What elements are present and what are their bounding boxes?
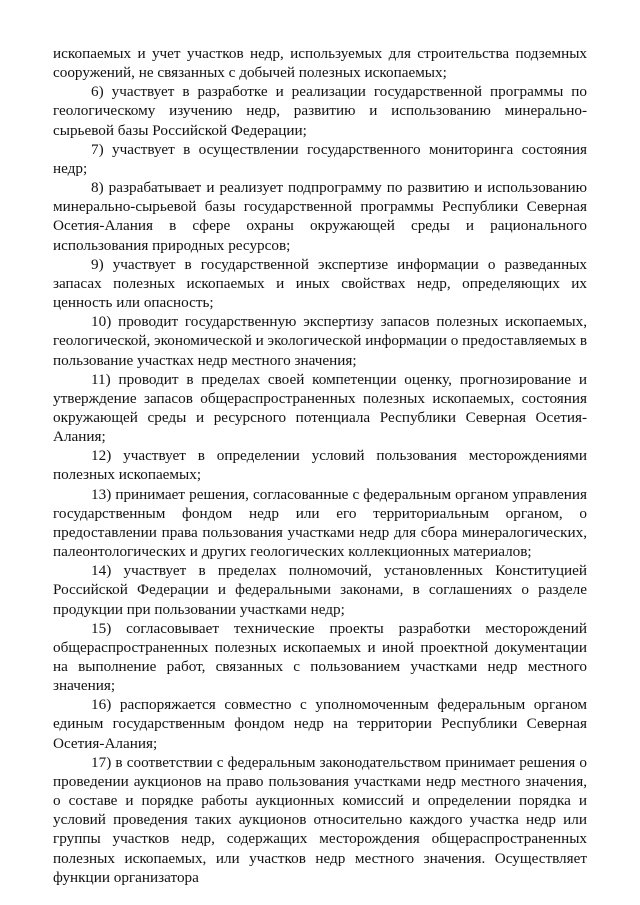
paragraph-item-13: 13) принимает решения, согласованные с федеральным органом управления государственным фондом недр или его территориальным органом, о предоставлении права пользования участками недр для сбора минералогических, палеонтологических и других геологических коллекционных материалов; [53, 485, 587, 561]
paragraph-item-10: 10) проводит государственную экспертизу запасов полезных ископаемых, геологической, экономической и экологической информации о предоставляемых в пользование участках недр местного значения; [53, 313, 588, 369]
paragraph-item-6: 6) участвует в разработке и реализации государственной программы по геологическому изучению недр, развитию и использованию минерально-сырьевой базы Российской Федерации; [53, 83, 587, 139]
paragraph-continuation: ископаемых и учет участков недр, используемых для строительства подземных сооружений, не связанных с добычей полезных ископаемых; [53, 45, 587, 82]
paragraph-item-15: 15) согласовывает технические проекты разработки месторождений общераспространенных полезных ископаемых и иной проектной документации на выполнение работ, связанных с пользованием участками недр местного значения; [53, 619, 587, 695]
paragraph-item-9: 9) участвует в государственной экспертизе информации о разведанных запасах полезных ископаемых и иных свойствах недр, определяющих их ценность или опасность; [53, 255, 587, 312]
document-body [53, 44, 587, 887]
paragraph-item-7: 7) участвует в осуществлении государственного мониторинга состояния недр; [53, 140, 587, 177]
paragraph-item-11: 11) проводит в пределах своей компетенции оценку, прогнозирование и утверждение запасов общераспространенных полезных ископаемых, состояния окружающей среды и ресурсного потенциала Республики Северная Осетия-Алания; [53, 370, 587, 446]
paragraph-item-8: 8) разрабатывает и реализует подпрограмму по развитию и использованию минерально-сырьевой базы государственной программы Республики Северная Осетия-Алания в сфере охраны окружающей среды и рационального использования природных ресурсов; [53, 179, 587, 254]
paragraph-item-17: 17) в соответствии с федеральным законодательством принимает решения о проведении аукционов на право пользования участками недр местного значения, о составе и порядке работы аукционных комиссий и определении порядка и условий проведения таких аукционов относительно каждого участка недр или группы участков недр, содержащих месторождения общераспространенных полезных ископаемых, или участков недр местного значения. Осуществляет функции организатора [53, 753, 587, 886]
paragraph-item-14: 14) участвует в пределах полномочий, установленных Конституцией Российской Федерации и федеральными законами, в соглашениях о разделе продукции при пользовании участками недр; [53, 562, 587, 618]
paragraph-item-12: 12) участвует в определении условий пользования месторождениями полезных ископаемых; [53, 447, 587, 484]
paragraph-item-16: 16) распоряжается совместно с уполномоченным федеральным органом единым государственным фондом недр на территории Республики Северная Осетия-Алания; [53, 696, 587, 752]
